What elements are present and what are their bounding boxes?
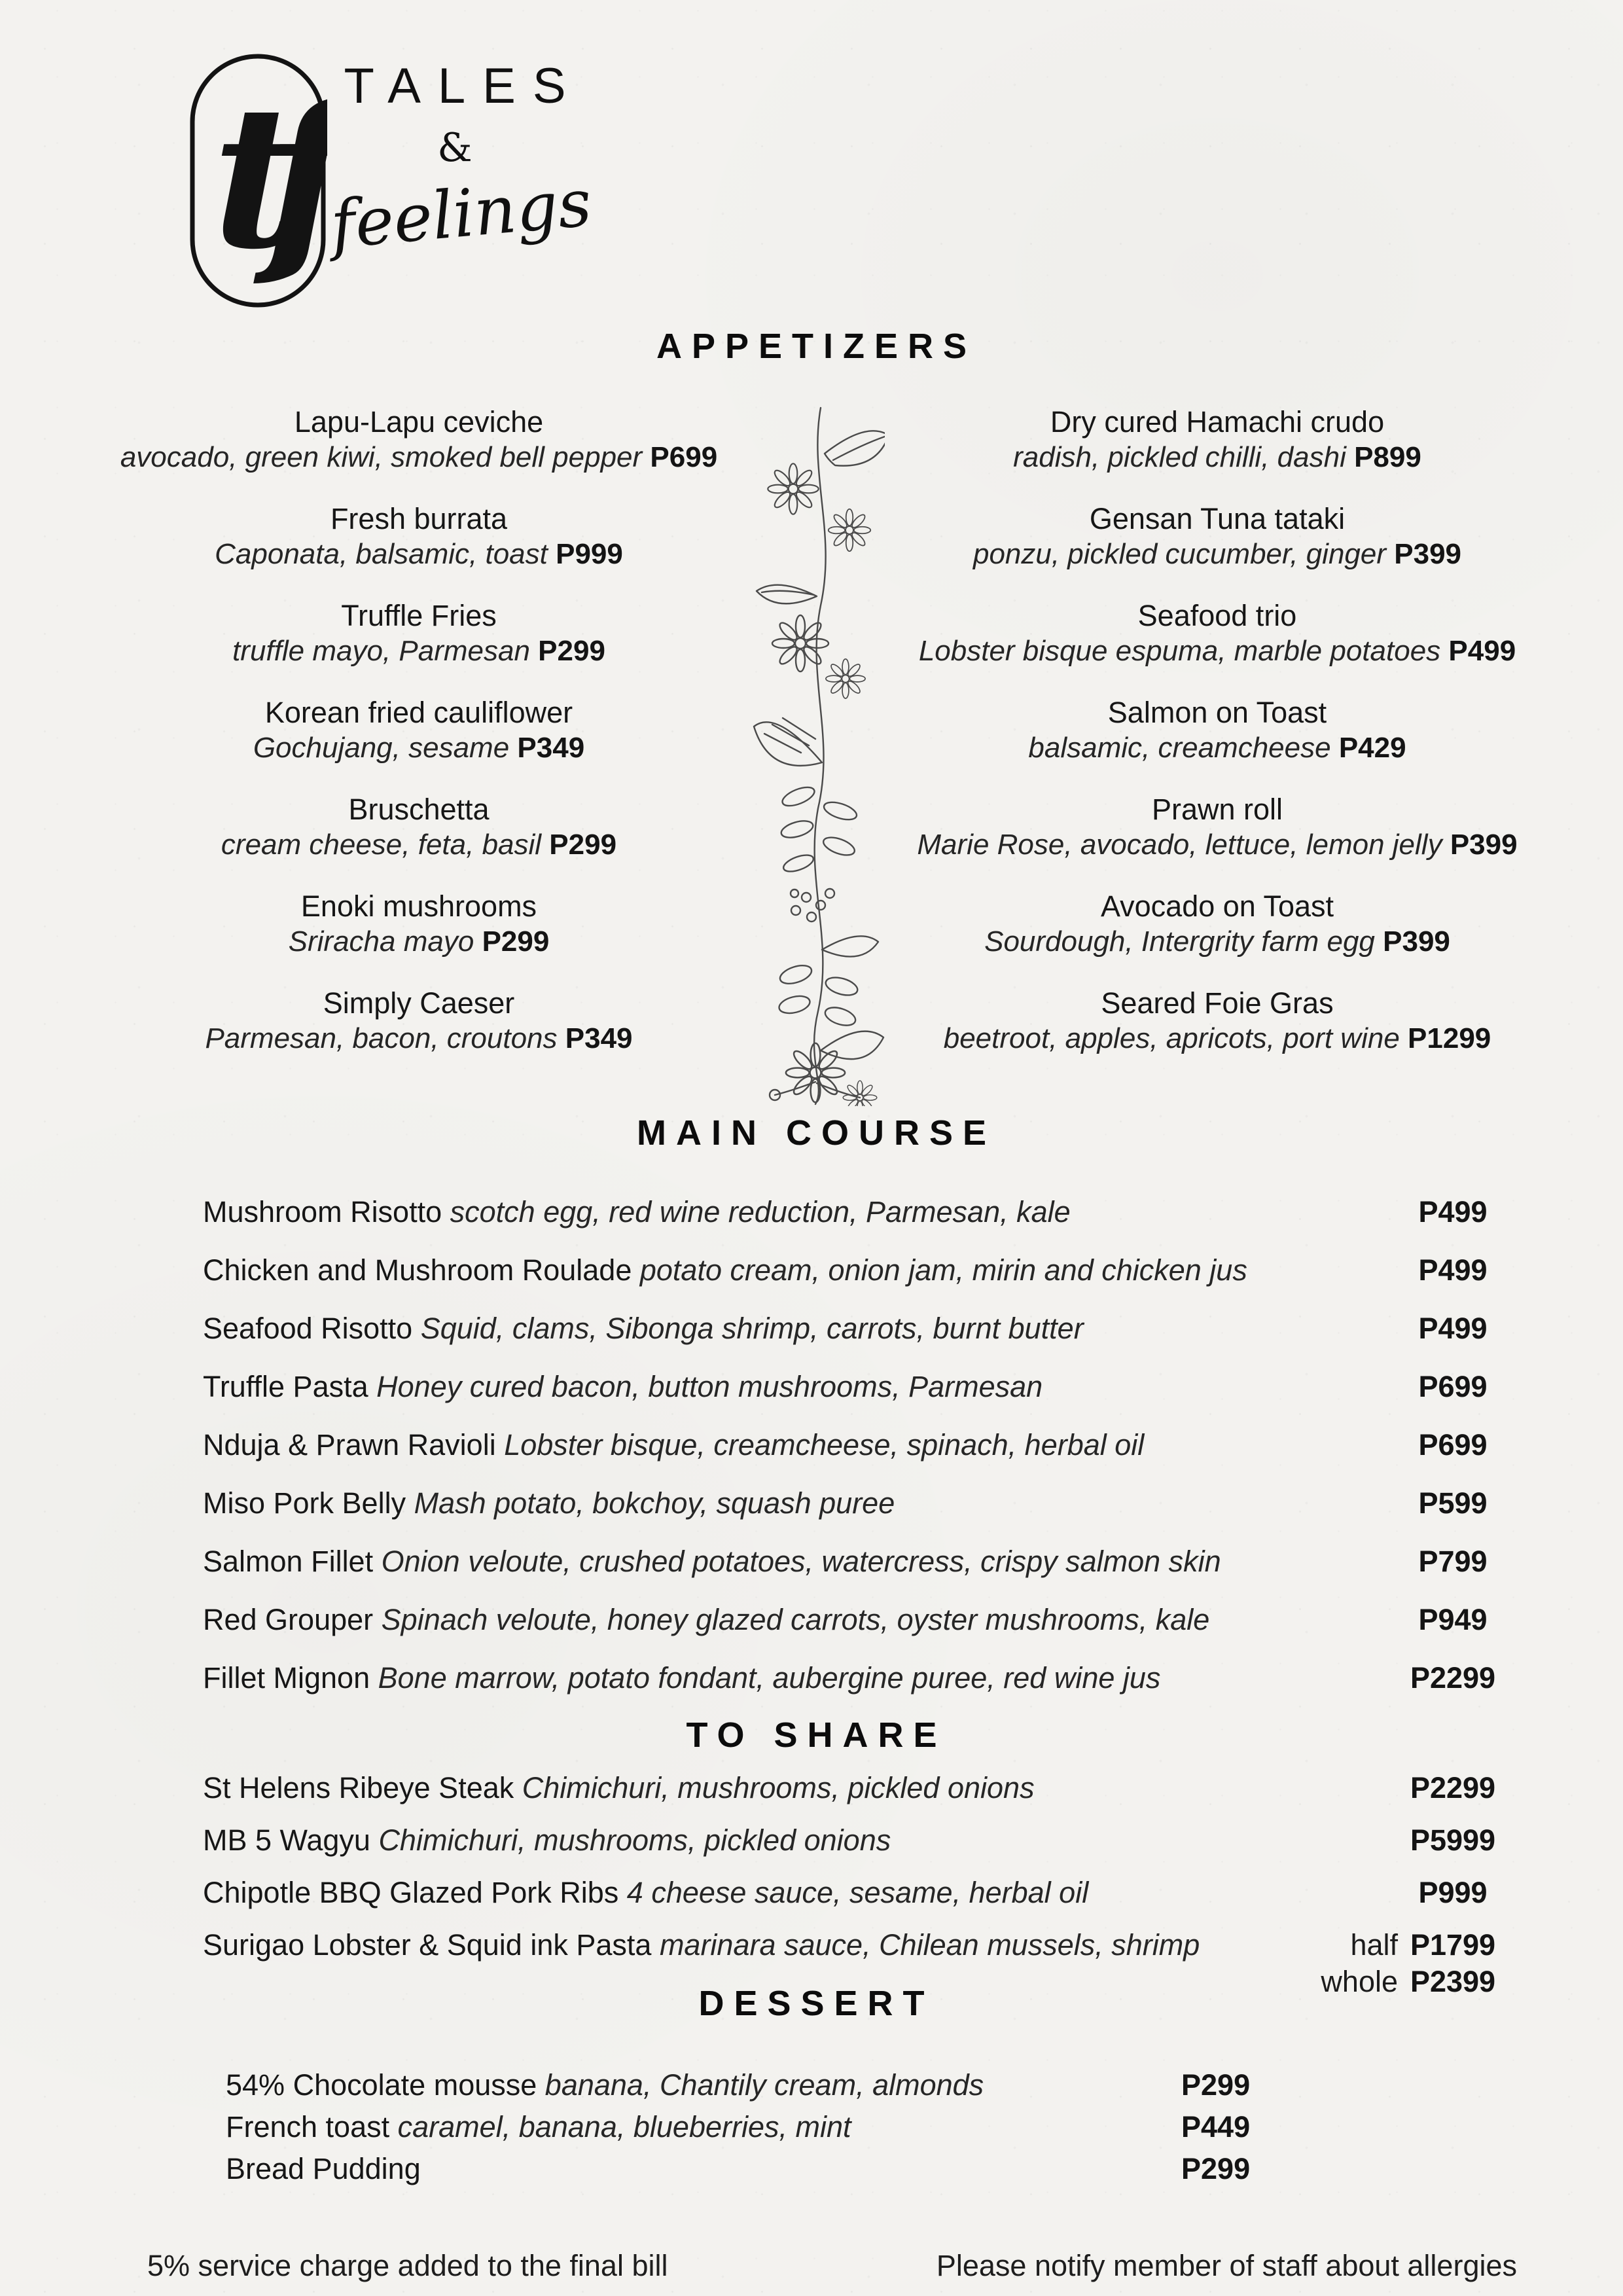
menu-item-desc-text: balsamic, creamcheese	[1028, 732, 1331, 764]
menu-item	[870, 889, 1564, 960]
menu-row	[203, 1874, 1499, 1911]
price-option-value: P2399	[1410, 1965, 1496, 1998]
menu-item-name: Korean fried cauliflower	[264, 696, 573, 729]
menu-item-price: P299	[1181, 2068, 1251, 2102]
menu-item-name: Seared Foie Gras	[1101, 986, 1334, 1020]
menu-item	[72, 889, 766, 960]
menu-item-name: Truffle Pasta	[203, 1370, 368, 1403]
menu-item-name: Bread Pudding	[226, 2152, 421, 2185]
menu-item-desc-text: Gochujang, sesame	[253, 732, 510, 764]
price-option-label: whole	[1321, 1965, 1398, 1998]
menu-item-price: P399	[1383, 925, 1450, 958]
menu-row-text	[203, 1660, 1394, 1696]
menu-item-price: P1299	[1408, 1022, 1491, 1054]
menu-item	[870, 598, 1564, 669]
menu-item-price: P399	[1394, 538, 1462, 570]
appetizers-right-column	[870, 404, 1564, 1083]
menu-row	[203, 1543, 1499, 1580]
menu-item-price: P899	[1354, 441, 1421, 473]
menu-item-desc-text: Parmesan, bacon, croutons	[205, 1022, 558, 1054]
menu-item	[870, 792, 1564, 863]
menu-item-desc: Chimichuri, mushrooms, pickled onions	[378, 1823, 891, 1857]
menu-item-name: Nduja & Prawn Ravioli	[203, 1428, 496, 1462]
menu-row-text	[203, 1310, 1394, 1347]
menu-item-name: Chicken and Mushroom Roulade	[203, 1253, 632, 1287]
menu-item-desc	[870, 634, 1564, 669]
menu-item	[72, 695, 766, 766]
menu-row	[203, 1369, 1499, 1405]
menu-item-desc-text: Sriracha mayo	[288, 925, 474, 958]
menu-row-text	[203, 1822, 1394, 1859]
menu-item-desc-text: avocado, green kiwi, smoked bell pepper	[120, 441, 643, 473]
menu-item-price: P699	[1418, 1370, 1488, 1403]
menu-item-price: P499	[1418, 1253, 1488, 1287]
menu-item	[72, 792, 766, 863]
menu-item-price: P599	[1418, 1486, 1488, 1520]
menu-item-name: Bruschetta	[348, 793, 490, 826]
menu-row	[203, 1310, 1499, 1347]
menu-item-name: Chipotle BBQ Glazed Pork Ribs	[203, 1876, 619, 1909]
menu-item-name: Avocado on Toast	[1100, 889, 1334, 923]
menu-item-name: Truffle Fries	[341, 599, 497, 632]
floral-divider-illustration	[738, 396, 885, 1106]
brand-ampersand: &	[437, 125, 473, 171]
menu-row	[203, 1485, 1499, 1522]
brand-name-tales	[330, 58, 583, 115]
menu-item-name: Red Grouper	[203, 1603, 374, 1636]
section-title-dessert: DESSERT	[698, 1984, 935, 2023]
menu-item-name: Simply Caeser	[323, 986, 515, 1020]
menu-item-desc	[870, 924, 1564, 960]
menu-row-text	[226, 2109, 1168, 2145]
menu-item-desc-text: Lobster bisque espuma, marble potatoes	[918, 635, 1441, 667]
menu-item-desc: banana, Chantily cream, almonds	[544, 2068, 984, 2102]
menu-row-text	[203, 1485, 1394, 1522]
menu-item-name: Fillet Mignon	[203, 1661, 370, 1695]
menu-item-name: Salmon on Toast	[1107, 696, 1327, 729]
menu-item-name: Fresh burrata	[330, 502, 508, 535]
menu-item-desc	[72, 634, 766, 669]
section-title-appetizers: APPETIZERS	[656, 327, 977, 366]
menu-item	[72, 598, 766, 669]
menu-row	[203, 1427, 1499, 1463]
menu-item-name: Lapu-Lapu ceviche	[294, 405, 544, 439]
brand-wordmark	[327, 58, 595, 264]
menu-row-text	[203, 1252, 1394, 1289]
menu-row-text	[203, 1602, 1394, 1638]
menu-item-desc: scotch egg, red wine reduction, Parmesan, kale	[450, 1195, 1071, 1229]
footer	[147, 2249, 1517, 2283]
menu-item-desc: Lobster bisque, creamcheese, spinach, herbal oil	[504, 1428, 1145, 1462]
to-share-list	[203, 1770, 1499, 2016]
menu-item	[72, 404, 766, 475]
menu-item-price: P499	[1418, 1195, 1488, 1229]
menu-item-desc: Onion veloute, crushed potatoes, watercress, crispy salmon skin	[381, 1545, 1221, 1578]
menu-item-name: Miso Pork Belly	[203, 1486, 406, 1520]
menu-item-desc	[870, 827, 1564, 863]
price-option	[1350, 1927, 1499, 1964]
menu-row	[203, 1194, 1499, 1230]
menu-row-text	[203, 1369, 1394, 1405]
menu-item-name: Enoki mushrooms	[300, 889, 537, 923]
menu-item-name: 54% Chocolate mousse	[226, 2068, 537, 2102]
price-option-label: half	[1350, 1928, 1398, 1962]
menu-item-price: P299	[549, 829, 617, 861]
menu-row-text	[226, 2151, 1168, 2187]
menu-item-price: P349	[565, 1022, 633, 1054]
menu-row-text	[203, 1427, 1394, 1463]
appetizers-left-column	[72, 404, 766, 1083]
menu-row	[203, 1660, 1499, 1696]
menu-row	[203, 1770, 1499, 1806]
dessert-list	[226, 2067, 1266, 2193]
menu-item-price: P699	[1418, 1428, 1488, 1462]
menu-item-desc	[72, 440, 766, 475]
menu-row-text	[203, 1194, 1394, 1230]
menu-item-desc-text: ponzu, pickled cucumber, ginger	[972, 538, 1387, 570]
menu-item-desc-text: Caponata, balsamic, toast	[215, 538, 548, 570]
menu-item	[870, 986, 1564, 1056]
menu-item-desc	[72, 1021, 766, 1056]
menu-item-desc: Chimichuri, mushrooms, pickled onions	[522, 1771, 1035, 1804]
menu-item-desc	[72, 924, 766, 960]
menu-item-desc: Bone marrow, potato fondant, aubergine puree, red wine jus	[378, 1661, 1161, 1695]
menu-item-price: P299	[538, 635, 605, 667]
menu-item-price: P799	[1418, 1545, 1488, 1578]
menu-item-desc: caramel, banana, blueberries, mint	[397, 2110, 851, 2144]
menu-item-desc	[72, 827, 766, 863]
menu-row	[226, 2109, 1266, 2145]
menu-item-name: MB 5 Wagyu	[203, 1823, 370, 1857]
menu-item-desc: Squid, clams, Sibonga shrimp, carrots, burnt butter	[420, 1312, 1084, 1345]
menu-row-text	[203, 1770, 1394, 1806]
price-option-value: P1799	[1410, 1928, 1496, 1962]
menu-item-desc	[870, 537, 1564, 572]
menu-item-desc	[870, 730, 1564, 766]
menu-item-desc-text: beetroot, apples, apricots, port wine	[943, 1022, 1400, 1054]
menu-item	[72, 986, 766, 1056]
menu-item-name: Seafood trio	[1137, 599, 1297, 632]
section-title-main-course: MAIN COURSE	[636, 1113, 996, 1153]
menu-item-desc-text: truffle mayo, Parmesan	[232, 635, 530, 667]
menu-item-price: P999	[556, 538, 623, 570]
brand-logo-monogram-icon	[188, 52, 327, 309]
menu-item-price: P429	[1338, 732, 1406, 764]
logo-monogram-text: tf	[212, 62, 312, 293]
menu-item-desc: 4 cheese sauce, sesame, herbal oil	[626, 1876, 1089, 1909]
menu-item	[870, 695, 1564, 766]
brand-tales-text: TALES	[344, 58, 583, 114]
menu-item-desc: Spinach veloute, honey glazed carrots, oyster mushrooms, kale	[381, 1603, 1210, 1636]
menu-item-price: P299	[482, 925, 550, 958]
menu-item-price: P699	[650, 441, 718, 473]
menu-row-text	[226, 2067, 1168, 2104]
menu-item-price: P499	[1418, 1312, 1488, 1345]
menu-row	[203, 1252, 1499, 1289]
menu-item-name: Salmon Fillet	[203, 1545, 374, 1578]
menu-item-desc	[72, 537, 766, 572]
menu-item-desc: Honey cured bacon, button mushrooms, Parmesan	[376, 1370, 1043, 1403]
menu-item-name: Gensan Tuna tataki	[1089, 502, 1346, 535]
menu-item-name: Surigao Lobster & Squid ink Pasta	[203, 1928, 652, 1962]
menu-item-name: French toast	[226, 2110, 390, 2144]
menu-row	[203, 1822, 1499, 1859]
menu-item-price: P349	[517, 732, 585, 764]
menu-item-price: P2299	[1410, 1661, 1496, 1695]
menu-row	[226, 2067, 1266, 2104]
footer-allergies-note: Please notify member of staff about allergies	[936, 2249, 1517, 2282]
menu-item-name: Prawn roll	[1151, 793, 1283, 826]
menu-item-name: Seafood Risotto	[203, 1312, 413, 1345]
menu-row	[226, 2151, 1266, 2187]
menu-item-name: St Helens Ribeye Steak	[203, 1771, 514, 1804]
menu-item-price: P949	[1418, 1603, 1488, 1636]
menu-item-desc	[870, 1021, 1564, 1056]
menu-item-desc-text: Sourdough, Intergrity farm egg	[984, 925, 1375, 958]
menu-item	[72, 501, 766, 572]
menu-item-desc-text: radish, pickled chilli, dashi	[1013, 441, 1346, 473]
menu-row-text	[203, 1543, 1394, 1580]
menu-item-price: P999	[1418, 1876, 1488, 1909]
menu-item-desc-text: Marie Rose, avocado, lettuce, lemon jelly	[917, 829, 1442, 861]
menu-item-name: Dry cured Hamachi crudo	[1050, 405, 1385, 439]
menu-item-price: P2299	[1410, 1771, 1496, 1804]
menu-item-name: Mushroom Risotto	[203, 1195, 442, 1229]
menu-row-text	[203, 1927, 1308, 1964]
menu-item-price: P399	[1450, 829, 1518, 861]
menu-item	[870, 501, 1564, 572]
menu-item	[870, 404, 1564, 475]
section-title-to-share: TO SHARE	[686, 1715, 947, 1755]
menu-item-price: P499	[1448, 635, 1516, 667]
menu-item-desc	[72, 730, 766, 766]
menu-item-desc	[870, 440, 1564, 475]
footer-service-charge-note: 5% service charge added to the final bill	[147, 2249, 668, 2282]
menu-item-desc: marinara sauce, Chilean mussels, shrimp	[659, 1928, 1200, 1962]
main-course-list	[203, 1194, 1499, 1718]
menu-item-price: P5999	[1410, 1823, 1496, 1857]
menu-item-desc-text: cream cheese, feta, basil	[221, 829, 542, 861]
menu-row	[203, 1602, 1499, 1638]
menu-item-price: P299	[1181, 2152, 1251, 2185]
menu-item-price: P449	[1181, 2110, 1251, 2144]
brand-name-feelings: feelings	[327, 164, 595, 264]
menu-item-desc: potato cream, onion jam, mirin and chicken jus	[639, 1253, 1247, 1287]
menu-item-desc: Mash potato, bokchoy, squash puree	[414, 1486, 895, 1520]
menu-row-text	[203, 1874, 1394, 1911]
